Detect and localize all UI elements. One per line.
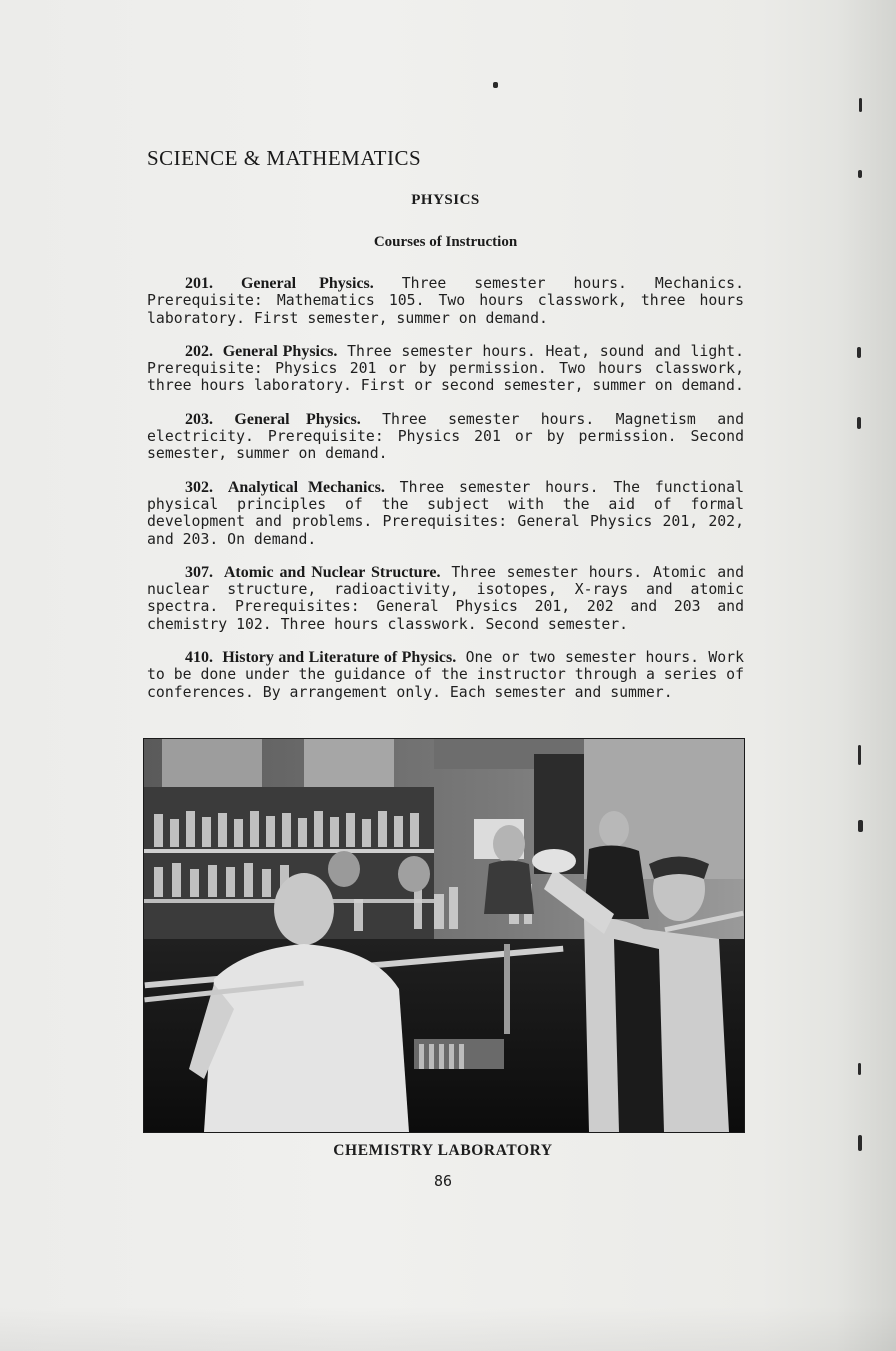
course-entry	[147, 275, 744, 327]
scan-speck	[858, 170, 862, 178]
course-name: General Physics.	[234, 410, 361, 428]
course-name: General Physics.	[222, 342, 338, 360]
course-number: 302.	[185, 478, 213, 496]
course-number: 307.	[185, 563, 213, 581]
scan-speck	[858, 820, 863, 832]
course-entry	[147, 343, 744, 395]
photo-caption: CHEMISTRY LABORATORY	[333, 1142, 553, 1159]
scan-speck	[858, 1135, 862, 1151]
course-entry	[147, 411, 744, 463]
scan-speck	[858, 745, 861, 765]
laboratory-photo-illustration	[144, 739, 744, 1132]
page-bottom-shading	[0, 1306, 896, 1351]
course-entry	[147, 479, 744, 548]
scan-speck	[859, 98, 862, 112]
course-name: History and Literature of Physics.	[222, 649, 457, 667]
course-description: Three semester hours. Heat, sound and light. Prerequisite: Physics 201 or by permission. Two hours classwork, three hours laboratory. First or second semester, summer on demand.	[147, 342, 744, 395]
laboratory-photo	[143, 738, 745, 1133]
scan-speck	[858, 1063, 861, 1075]
course-name: Analytical Mechanics.	[227, 478, 385, 496]
course-description: Three semester hours. Mechanics. Prerequisite: Mathematics 105. Two hours classwork, three hours laboratory. First semester, summer on demand.	[147, 275, 744, 327]
page-number: 86	[433, 1172, 453, 1190]
section-title: SCIENCE & MATHEMATICS	[147, 146, 422, 170]
course-description: Three semester hours. Atomic and nuclear structure, radioactivity, isotopes, X-rays and atomic spectra. Prerequisites: General Physics 201, 202 and 203 and chemistry 102. Three hours classwork. Second semester.	[147, 563, 745, 633]
course-entry	[147, 564, 744, 633]
scan-speck	[857, 417, 861, 429]
course-number: 201.	[185, 275, 213, 292]
course-number: 202.	[185, 342, 213, 360]
course-name: General Physics.	[240, 275, 374, 292]
scan-speck	[493, 82, 498, 88]
course-description: Three semester hours. Magnetism and electricity. Prerequisite: Physics 201 or by permission. Second semester, summer on demand.	[147, 410, 744, 463]
course-name: Atomic and Nuclear Structure.	[223, 563, 441, 581]
course-description: Three semester hours. The functional physical principles of the subject with the aid of formal development and problems. Prerequisites: General Physics 201, 202, and 203. On demand.	[147, 478, 744, 548]
course-list	[147, 275, 744, 717]
course-description: One or two semester hours. Work to be done under the guidance of the instructor through a series of conferences. By arrangement only. Each semester and summer.	[147, 649, 744, 701]
course-number: 203.	[185, 410, 213, 428]
scan-speck	[857, 347, 861, 358]
department-title: PHYSICS	[411, 192, 480, 208]
course-entry	[147, 649, 744, 701]
page-edge-shading	[836, 0, 896, 1351]
courses-subtitle: Courses of Instruction	[373, 234, 518, 250]
course-number: 410.	[185, 649, 213, 667]
